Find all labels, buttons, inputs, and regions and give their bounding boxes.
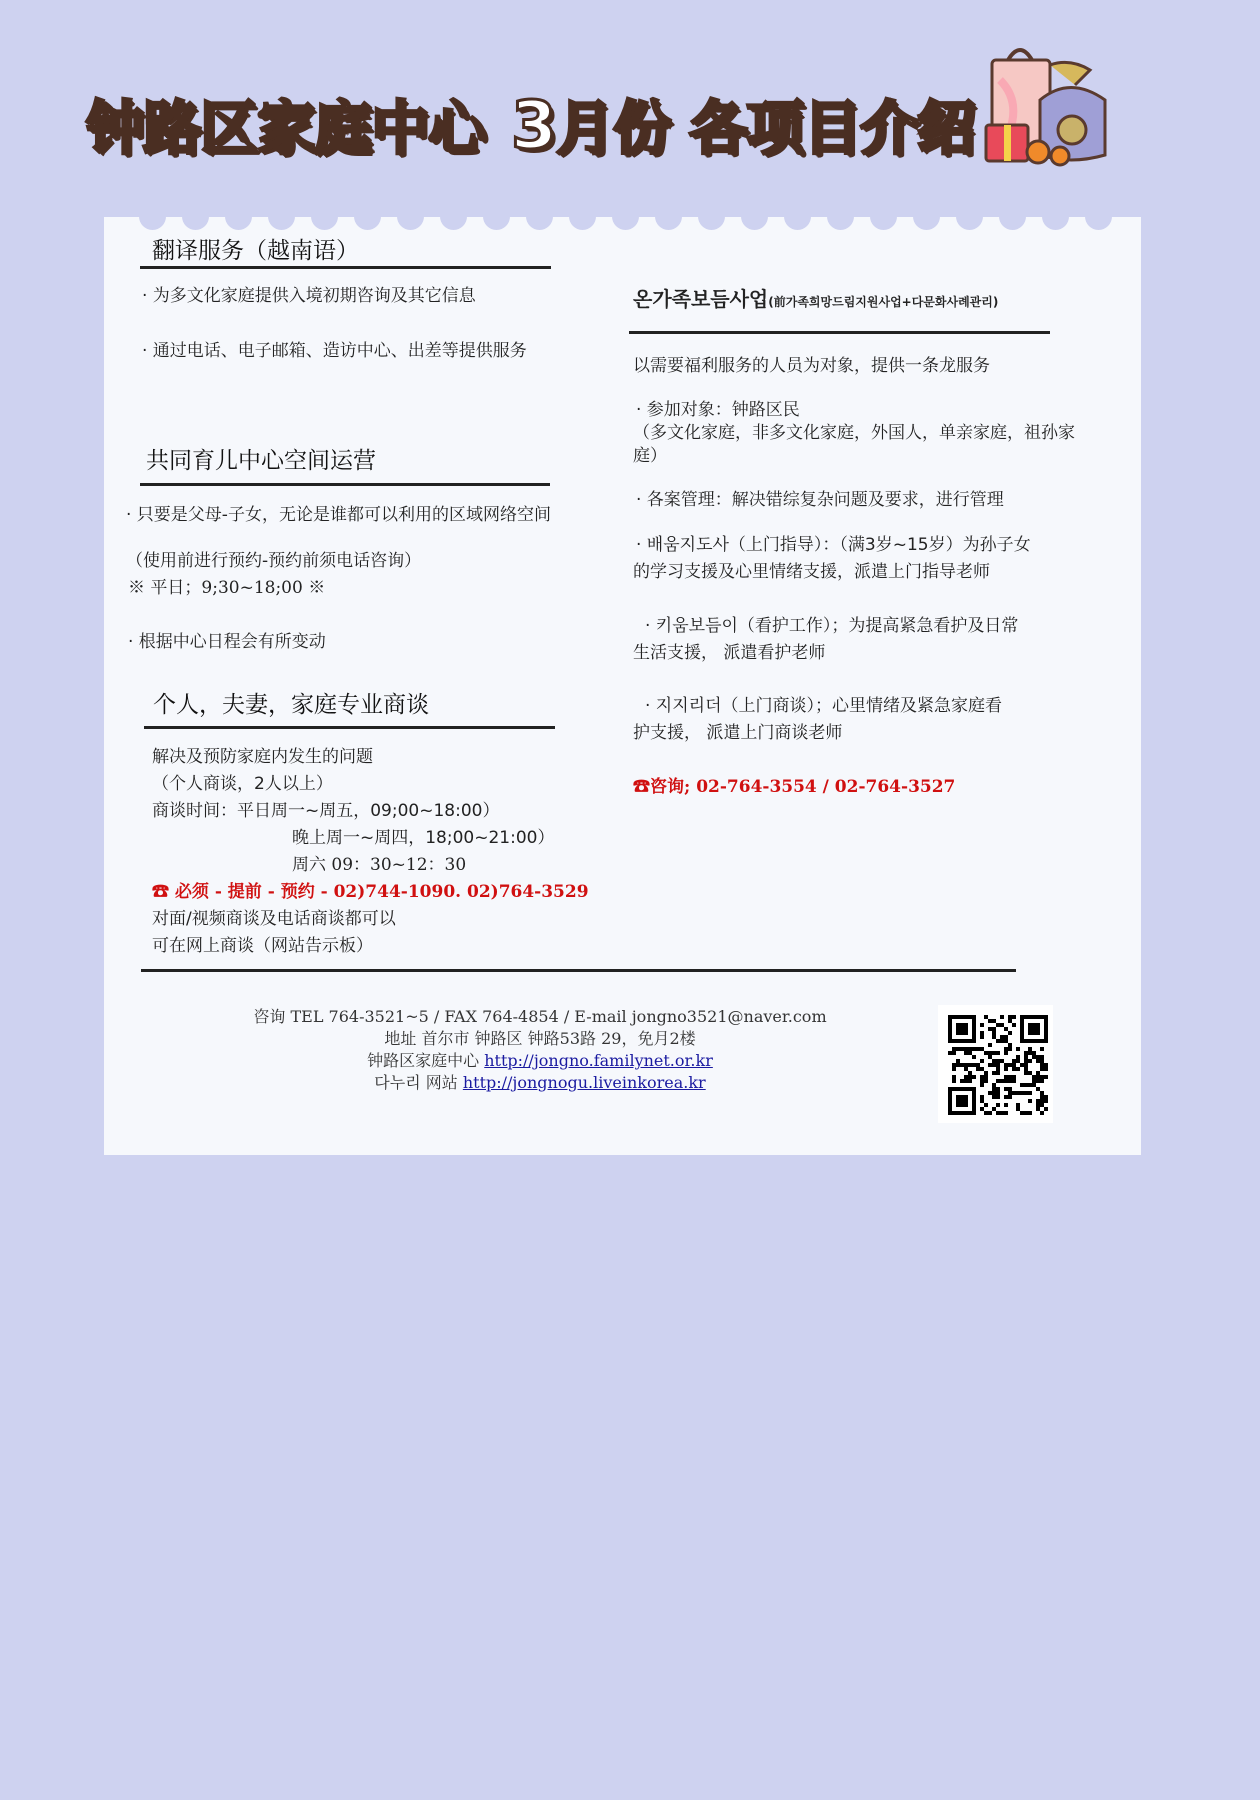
onfamily-title-main: 온가족보듬사업 bbox=[633, 287, 769, 311]
onfamily-tutor-line-2: 的学习支援及心里情绪支援，派遣上门指导老师 bbox=[633, 562, 990, 582]
onfamily-phone: ☎咨询; 02-764-3554 / 02-764-3527 bbox=[633, 777, 956, 797]
notebook-hole bbox=[827, 203, 854, 230]
counseling-line-1: 解决及预防家庭内发生的问题 bbox=[152, 747, 373, 767]
qr-code bbox=[938, 1005, 1053, 1123]
notebook-hole bbox=[397, 203, 424, 230]
onfamily-care-line-2: 生活支援， 派遣看护老师 bbox=[633, 643, 826, 663]
counseling-hours-saturday: 周六 09：30~12：30 bbox=[292, 855, 467, 875]
footer-center-site bbox=[160, 1050, 920, 1072]
footer-address: 地址 首尔市 钟路区 钟路53路 29，免月2楼 bbox=[384, 1029, 696, 1048]
counseling-line-2: （个人商谈，2人以上） bbox=[152, 774, 333, 794]
footer-danuri-site-label: 다누리 网站 bbox=[374, 1073, 463, 1092]
childcare-line-1: · 只要是父母-子女，无论是谁都可以利用的区域网络空间 bbox=[126, 505, 551, 525]
onfamily-target-detail: （多文化家庭，非多文化家庭，外国人，单亲家庭，祖孙家庭） bbox=[633, 423, 1075, 466]
footer-center-site-label: 钟路区家庭中心 bbox=[367, 1051, 485, 1070]
footer-contact bbox=[160, 1006, 920, 1094]
notebook-hole bbox=[1042, 203, 1069, 230]
footer-danuri-site bbox=[160, 1072, 920, 1094]
danuri-website-link[interactable]: http://jongnogu.liveinkorea.kr bbox=[462, 1073, 706, 1092]
footer-rule bbox=[141, 969, 1016, 972]
gift-bags-illustration bbox=[980, 40, 1120, 170]
translation-title: 翻译服务（越南语） bbox=[152, 238, 359, 264]
onfamily-case-management: · 各案管理：解决错综复杂问题及要求，进行管理 bbox=[636, 490, 1004, 510]
onfamily-rule bbox=[629, 331, 1050, 334]
notebook-hole bbox=[440, 203, 467, 230]
notebook-hole bbox=[655, 203, 682, 230]
notebook-hole bbox=[483, 203, 510, 230]
childcare-line-2: （使用前进行预约-预约前须电话咨询） bbox=[126, 551, 422, 571]
notebook-hole bbox=[612, 203, 639, 230]
notebook-hole bbox=[182, 203, 209, 230]
notebook-hole bbox=[784, 203, 811, 230]
notebook-hole bbox=[526, 203, 553, 230]
notebook-hole bbox=[268, 203, 295, 230]
counseling-title: 个人，夫妻，家庭专业商谈 bbox=[153, 692, 429, 718]
qr-code-graphic bbox=[938, 1005, 1053, 1123]
title-month-number: 3 bbox=[511, 86, 556, 164]
page-header bbox=[86, 75, 974, 170]
childcare-title: 共同育儿中心空间运营 bbox=[146, 448, 376, 474]
footer-contact-line: 咨询 TEL 764-3521~5 / FAX 764-4854 / E-mail jongno3521@naver.com bbox=[253, 1007, 827, 1026]
notebook-hole bbox=[354, 203, 381, 230]
notebook-hole bbox=[569, 203, 596, 230]
translation-line-1: · 为多文化家庭提供入境初期咨询及其它信息 bbox=[142, 286, 476, 306]
onfamily-tutor: · 배움지도사（上门指导）：（满3岁~15岁）为孙子女 bbox=[636, 535, 1031, 555]
onfamily-guard: · 지지리더（上门商谈）；心里情绪及紧急家庭看 bbox=[645, 696, 1002, 716]
notebook-hole bbox=[139, 203, 166, 230]
onfamily-title-sub: (前가족희망드림지원사업+다문화사례관리) bbox=[768, 295, 999, 309]
center-website-link[interactable]: http://jongno.familynet.or.kr bbox=[484, 1051, 713, 1070]
notebook-hole bbox=[698, 203, 725, 230]
counseling-hours-weekday: 商谈时间：平日周一~周五，09;00~18:00） bbox=[152, 801, 500, 821]
notebook-hole bbox=[870, 203, 897, 230]
counseling-hours-evening: 晚上周一~周四，18;00~21:00） bbox=[292, 828, 555, 848]
page-title bbox=[86, 81, 974, 165]
counseling-phone: ☎ 必须 - 提前 - 预约 - 02)744-1090. 02)764-3529 bbox=[152, 882, 589, 902]
notebook-hole bbox=[1085, 203, 1112, 230]
notebook-holes bbox=[104, 203, 1141, 233]
childcare-rule bbox=[140, 483, 550, 486]
notebook-hole bbox=[999, 203, 1026, 230]
notebook-hole bbox=[225, 203, 252, 230]
onfamily-guard-line-2: 护支援， 派遣上门商谈老师 bbox=[633, 723, 843, 743]
notebook-hole bbox=[956, 203, 983, 230]
childcare-hours: ※ 平日；9;30~18;00 ※ bbox=[128, 578, 326, 598]
notebook-hole bbox=[741, 203, 768, 230]
onfamily-target: · 参加对象：钟路区民 bbox=[636, 400, 800, 420]
counseling-line-7: 可在网上商谈（网站告示板） bbox=[152, 936, 373, 956]
counseling-rule bbox=[144, 726, 555, 729]
translation-rule bbox=[140, 266, 551, 269]
childcare-line-4: · 根据中心日程会有所变动 bbox=[128, 632, 326, 652]
onfamily-care: · 키움보듬이（看护工作）；为提高紧急看护及日常 bbox=[645, 616, 1019, 636]
notebook-hole bbox=[311, 203, 338, 230]
counseling-line-6: 对面/视频商谈及电话商谈都可以 bbox=[152, 909, 396, 929]
translation-line-2: · 通过电话、电子邮箱、造访中心、出差等提供服务 bbox=[142, 341, 527, 361]
onfamily-title bbox=[633, 283, 998, 312]
notebook-hole bbox=[913, 203, 940, 230]
title-center-name: 钟路区家庭中心 bbox=[86, 93, 486, 162]
title-program-intro: 月份 各项目介绍 bbox=[555, 93, 975, 162]
onfamily-intro: 以需要福利服务的人员为对象，提供一条龙服务 bbox=[633, 356, 990, 376]
